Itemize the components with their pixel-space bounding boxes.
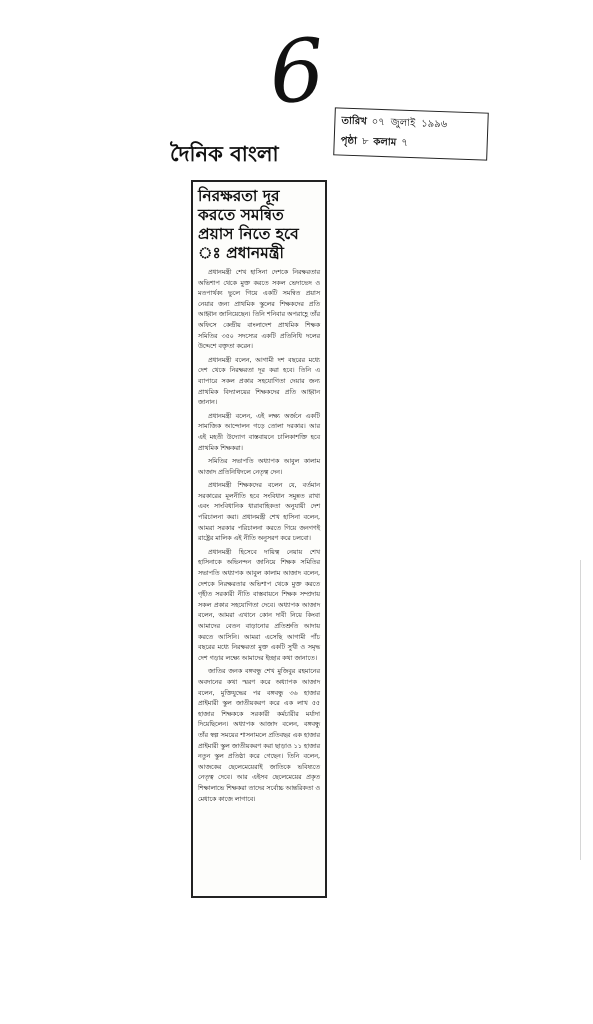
stamp-page-row [340,132,481,157]
article-paragraph: প্রধানমন্ত্রী বলেন, আগামী দশ বছরের মধ্যে দেশ থেকে নিরক্ষরতা দূর করা হবে। তিনি এ ব্যাপারে সকল প্রকার সহযোগিতা দেয়ার জন্য প্রাথমিক বিদ্যালয়ের শিক্ষকদের প্রতি আহ্বান জানান। [198,356,320,407]
article-paragraph: প্রধানমন্ত্রী হিসেবে দায়িত্ব নেয়ায় শেখ হাসিনাকে অভিনন্দন জানিয়ে শিক্ষক সমিতির সভাপতি অধ্যাপক আবুল কালাম আজাদ বলেন, দেশকে নিরক্ষরতার অভিশাপ থেকে মুক্ত করতে গৃহীত সরকারী নীতি বাস্তবায়নে শিক্ষক সম্প্রদায় সকল প্রকার সহযোগিতা দেবে। অধ্যাপক আজাদ বলেন, আমরা এখানে কোন দাবী নিয়ে কিংবা আমাদের বেতন বাড়ানোর প্রতিশ্রুতি আদায় করতে আসিনি। আমরা এসেছি আগামী পাঁচ বছরের মধ্যে নিরক্ষরতা মুক্ত একটি সুখী ও সমৃদ্ধ দেশ গড়ার লক্ষ্যে আমাদের ইচ্ছার কথা জানাতে। [198,548,320,662]
scan-edge-line [580,560,581,860]
publication-name: দৈনিক বাংলা [170,141,279,166]
stamp-date-label: তারিখ [341,115,367,128]
stamp-column-value: ৭ [401,137,408,149]
stamp-page-label: পৃষ্ঠা [340,135,358,148]
article-paragraph: সমিতির সভাপতি অধ্যাপক আবুল কালাম আজাদ প্রতিনিধিদলে নেতৃত্ব দেন। [198,458,320,476]
stamp-page-value: ৮ [361,136,369,148]
article-paragraph: প্রধানমন্ত্রী শিক্ষকদের বলেন যে, বর্তমান সরকারের মূলনীতি হবে সংবিধান সমুন্নত রাখা এবং সাংবিধানিক ধারাবাহিকতা অনুযায়ী দেশ পরিচালনা করা। প্রধানমন্ত্রী শেখ হাসিনা বলেন, আমরা সরকার পরিচালনা করতে গিয়ে জনগণই রাষ্ট্রের মালিক এই নীতি অনুসরণ করে চলবো। [198,482,320,543]
article-paragraph: প্রধানমন্ত্রী বলেন, এই লক্ষ্য অর্জনে একটি সামাজিক আন্দোলন গড়ে তোলা দরকার। আর এই মহতী উদ্যোগ বাস্তবায়নে চালিকাশক্তি হবে প্রাথমিক শিক্ষকরা। [198,412,320,452]
page-number: 6 [266,20,328,124]
stamp-column-label: কলাম [373,136,397,149]
article-paragraph: জাতির জনক বঙ্গবন্ধু শেখ মুজিবুর রহমানের অবদানের কথা স্মরণ করে অধ্যাপক আজাদ বলেন, মুক্তিযুদ্ধের পর বঙ্গবন্ধু ৩৬ হাজার প্রাইমারী স্কুল জাতীয়করণ করে এক লাখ ৫৫ হাজার শিক্ষককে সরকারী কর্মচারীর মর্যাদা দিয়েছিলেন। অধ্যাপক আজাদ বলেন, বঙ্গবন্ধু তাঁর স্বল্প সময়ের শাসনামলে প্রতিবছর এক হাজার প্রাইমারী স্কুল জাতীয়করণ করা ছাড়াও ১১ হাজার নতুন স্কুল প্রতিষ্ঠা করে গেছেন। তিনি বলেন, আজকের ছেলেমেয়েরাই জাতিকে ভবিষ্যতে নেতৃত্ব দেবে। আর এইসব ছেলেমেয়ের প্রকৃত শিক্ষালাভে শিক্ষকরা তাদের সর্বোচ্চ আন্তরিকতা ও মেধাকে কাজে লাগাবে। [198,668,320,803]
article-headline: নিরক্ষরতা দূর করতে সমন্বিত প্রয়াস নিতে হবে ঃ প্রধানমন্ত্রী [198,186,299,262]
article-paragraph: প্রধানমন্ত্রী শেখ হাসিনা দেশকে নিরক্ষরতার অভিশাপ থেকে মুক্ত করতে সকল ভেদাভেদ ও মতপার্থক্য ভুলে গিয়ে একটি সমন্বিত প্রয়াস নেয়ার জন্য প্রাথমিক স্কুলের শিক্ষকদের প্রতি আহ্বান জানিয়েছেন। তিনি শনিবার অপরাহ্ণে তাঁর অফিসে কেন্দ্রীয় বাংলাদেশ প্রাথমিক শিক্ষক সমিতির ৩৫০ সদস্যের একটি প্রতিনিধি দলের উদ্দেশে বক্তৃতা করেন। [198,269,320,351]
news-clipping [191,180,327,898]
stamp-date-value: ০৭ জুলাই ১৯৯৬ [371,116,448,131]
date-stamp [333,107,489,160]
